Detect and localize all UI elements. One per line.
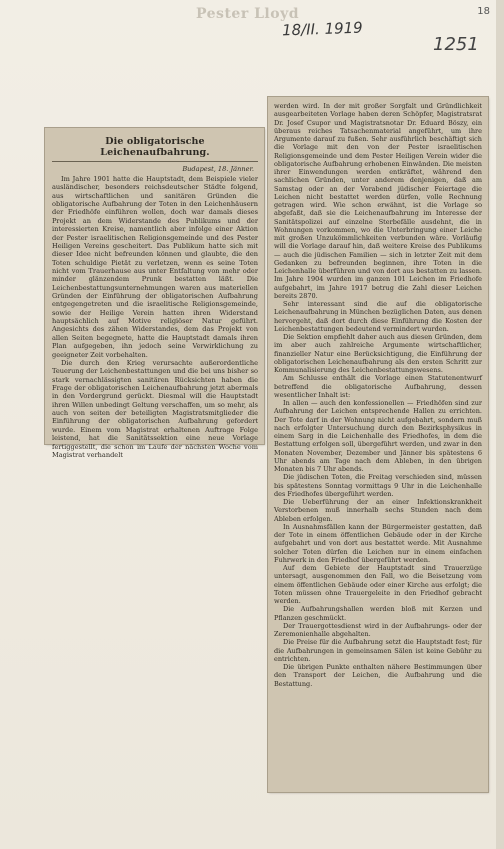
- article-paragraph: Die Ueberführung der an einer Infektionskrankheit Verstorbenen muß innerhalb sechs Stunden nach dem Ableben erfolgen.: [274, 498, 482, 523]
- masthead-faded: Pester Lloyd: [196, 6, 299, 22]
- clipping-right-column: [268, 97, 488, 792]
- article-headline: Die obligatorische Leichenaufbahrung.: [100, 136, 210, 158]
- article-paragraph: Die jüdischen Toten, die Freitag verschieden sind, müssen bis spätestens Sonntag vormittags 9 Uhr in die Leichenhalle des Friedhofes übergeführt werden.: [274, 473, 482, 498]
- article-paragraph: werden wird. In der mit großer Sorgfalt und Gründlichkeit ausgearbeiteten Vorlage haben deren Schöpfer, Magistratsrat Dr. Josef Csupor und Magistratsnotar Dr. Eduard Böszy, ein überaus reiches Tatsachenmaterial angeführt, um ihre Argumente darauf zu fußen. Sehr ausführlich beschäftigt sich die Vorlage mit den von der Pester israelitischen Religionsgemeinde und dem Pester Heiligen Verein wider die obligatorische Aufbahrung erhobenen Einwänden. Die meisten ihrer Einwendungen werden entkräftet, während den sachlichen Gründen, unter anderem denjenigen, daß am Samstag oder an der Vorabend jüdischer Feiertage die Leichen nicht bestattet werden dürfen, volle Rechnung getragen wird. Wie schon erwähnt, ist die Vorlage so abgefaßt, daß sie die Leichenaufbahrung im Interesse der Sanitätspolizei auf einzelne Sterbefälle ausdehnt, die in Wohnungen vorkommen, wo die Unterbringung einer Leiche mit großen Unzukömmlichkeiten verbunden wäre. Vorläufig will die Vorlage darauf hin, daß weitere Kreise des Publikums — auch die jüdischen Familien — sich in letzter Zeit mit dem Gedanken zu befreunden beginnen, ihre Toten in die Leichenhalle überführen und von dort aus bestatten zu lassen. Im Jahre 1904 wurden im ganzen 101 Leichen im Friedhofe aufgebahrt, im Jahre 1917 betrug die Zahl dieser Leichen bereits 2870.: [274, 102, 482, 300]
- article-paragraph: Die übrigen Punkte enthalten nähere Bestimmungen über den Transport der Leichen, die Aufbahrung und die Bestattung.: [274, 663, 482, 688]
- article-paragraph: In Ausnahmsfällen kann der Bürgermeister gestatten, daß der Tote in einem öffentlichen Gebäude oder in der Kirche aufgebahrt und von dort aus bestattet werde. Mit Ausnahme solcher Toten dürfen die Leichen nur in einem einfachen Fuhrwerk in den Friedhof übergeführt werden.: [274, 522, 482, 564]
- sheet-edge: [496, 0, 504, 849]
- article-paragraph: Die Aufbahrungshallen werden bloß mit Kerzen und Pflanzen geschmückt.: [274, 605, 482, 622]
- handwritten-date: 18/II. 1919: [281, 18, 363, 40]
- handwritten-number: 1251: [433, 34, 479, 55]
- article-paragraph: Der Trauergottesdienst wird in der Aufbahrungs- oder der Zeremonienhalle abgehalten.: [274, 621, 482, 638]
- article-paragraph: Im Jahre 1901 hatte die Hauptstadt, dem Beispiele vieler ausländischer, besonders reichsdeutscher Städte folgend, aus wirtschaftlichen und sanitären Gründen die obligatorische Aufbahrung der Toten in den Leichenhäusern der Friedhöfe einführen wollen, doch war damals dieses Projekt an dem Widerstande des Publikums und der interessierten Kreise, namentlich aber infolge einer Aktion der Pester israelitischen Religionsgemeinde und des Pester Heiligen Vereins gescheitert. Das Publikum hatte sich mit dieser Idee nicht befreunden können und glaubte, die den Toten schuldige Pietät zu verletzen, wenn es seine Toten nicht vom Trauerhause aus unter Entfaltung von mehr oder minder glänzendem Prunk bestatten läßt. Die Leichenbestattungsunternehmungen waren aus materiellen Gründen der Einführung der obligatorischen Aufbahrung entgegengetreten und die israelitische Religionsgemeinde, sowie der Heilige Verein hatten ihren Widerstand hauptsächlich auf Motive religiöser Natur geführt. Angesichts des zähen Widerstandes, dem das Projekt von allen Seiten begegnete, hatte die Hauptstadt damals ihren Plan aufgegeben, ihn jedoch seine Verwirklichung zu geeigneter Zeit vorbehalten.: [52, 175, 258, 359]
- article-paragraph: Auf dem Gebiete der Hauptstadt sind Trauerzüge untersagt, ausgenommen den Fall, wo die Beisetzung vom einem öffentlichen Gebäude oder einer Kirche aus erfolgt; die Toten müssen ohne Trauergeleite in den Friedhof gebracht werden.: [274, 564, 482, 605]
- page-number: 18: [477, 6, 490, 17]
- article-dateline: Budapest, 18. Jänner.: [182, 165, 254, 173]
- article-paragraph: Die durch den Krieg verursachte außerordentliche Teuerung der Leichenbestattungen und die bei uns bisher so stark vernachlässigten sanitären Rücksichten haben die Frage der obligatorischen Leichenaufbahrung jetzt abermals in den Vordergrund gerückt. Diesmal will die Hauptstadt ihren Willen unbedingt Geltung verschaffen, um so mehr, als auch von seiten der beteiligten Magistratsmitglieder die Einführung der obligatorischen Aufbahrung gefordert wurde. Einem vom Magistrat erhaltenen Auftrage Folge leistend, hat die Sanitätssektion eine neue Vorlage fertiggestellt, die schon im Laufe der nächsten Woche vom Magistrat verhandelt: [52, 358, 258, 459]
- article-paragraph: Am Schlusse enthält die Vorlage einen Statutenentwurf betreffend die obligatorische Aufbahrung, dessen wesentlicher Inhalt ist:: [274, 374, 482, 399]
- clipping-left-column: [45, 128, 264, 459]
- article-paragraph: In allen — auch den konfessionellen — Friedhöfen sind zur Aufbahrung der Leichen entsprechende Hallen zu errichten. Der Tote darf in der Wohnung nicht aufgebahrt, sondern muß nach erfolgter Untersuchung durch den Bezirksphysikus in einem Sarg in die Leichenhalle des Friedhofes, in dem die Bestattung erfolgen soll, übergeführt werden, und zwar in den Monaten November, Dezember und Jänner bis spätestens 6 Uhr abends am Tage nach dem Ableben, in den übrigen Monaten bis 7 Uhr abends.: [274, 399, 482, 473]
- article-paragraph: Die Preise für die Aufbahrung setzt die Hauptstadt fest; für die Aufbahrungen in gemeinsamen Sälen ist keine Gebühr zu entrichten.: [274, 638, 482, 663]
- headline-rule: [52, 161, 258, 162]
- article-paragraph: Die Sektion empfiehlt daher auch aus diesen Gründen, dem im aber auch zahlreiche Argumente wirtschaftlicher, finanzieller Natur eine Berücksichtigung, die Einführung der obligatorischen Leichenaufbahrung als den ersten Schritt zur Kommunalisierung des Leichenbestattungswesens.: [274, 333, 482, 374]
- article-paragraph: Sehr interessant sind die auf die obligatorische Leichenaufbahrung in München bezüglichen Daten, aus denen hervorgeht, daß dort durch diese Einführung die Kosten der Leichenbestattungen bedeutend vermindert wurden.: [274, 300, 482, 333]
